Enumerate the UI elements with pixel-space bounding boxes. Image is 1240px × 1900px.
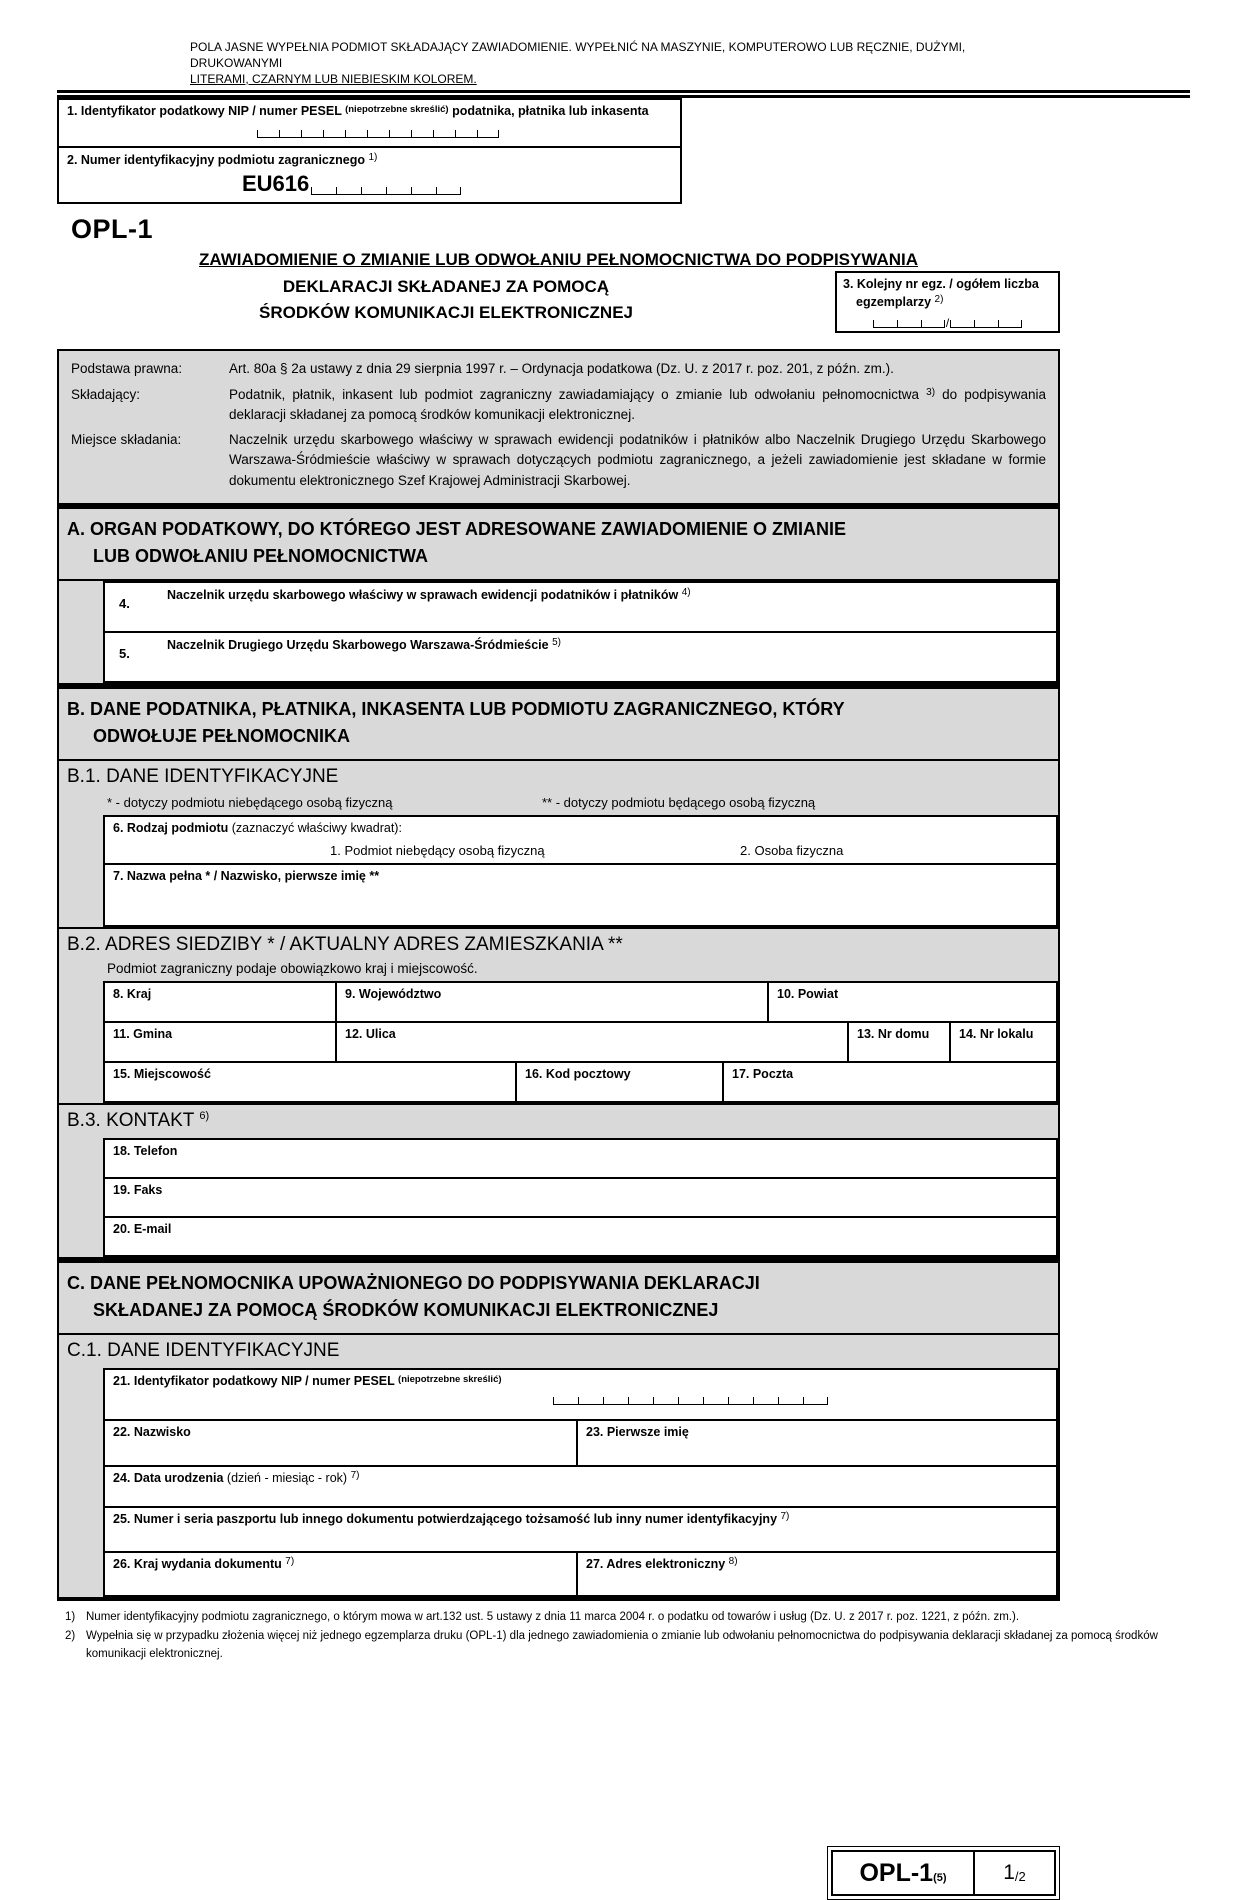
field-14-apartment-number[interactable]: 14. Nr lokalu (949, 1021, 1058, 1063)
section-b3-header (59, 1103, 1058, 1138)
field-22-surname[interactable]: 22. Nazwisko (103, 1419, 578, 1467)
section-b2-subtitle: Podmiot zagraniczny podaje obowiązkowo kraj i miejscowość. (59, 961, 1058, 981)
field-24-label: 24. Data urodzenia (dzień - miesiąc - rok) $^{7)}$ (113, 1469, 360, 1485)
section-b2-fields (59, 981, 1058, 1103)
field-20-email[interactable]: 20. E-mail (103, 1216, 1058, 1257)
section-c1-title: C.1. DANE IDENTYFIKACYJNE (67, 1339, 340, 1361)
section-b2-title: B.2. ADRES SIEDZIBY * / AKTUALNY ADRES ZAMIESZKANIA ** (67, 933, 623, 955)
section-c-header (59, 1260, 1058, 1335)
field-1-label: 1. Identyfikator podatkowy NIP / numer PESEL $^{(niepotrzebne skreślić)}$ podatnika, płatnika lub inkasenta (67, 104, 649, 119)
fill-instructions-line1: POLA JASNE WYPEŁNIA PODMIOT SKŁADAJĄCY ZAWIADOMIENIE. WYPEŁNIĆ NA MASZYNIE, KOMPUTEROWO LUB RĘCZNIE, DUŻYMI, DRUKOWANYMI (190, 40, 966, 70)
section-c1-header (59, 1335, 1058, 1368)
field-5-number: 5. (119, 645, 130, 661)
form-title-line3: ŚRODKÓW KOMUNIKACJI ELEKTRONICZNEJ (258, 303, 633, 323)
section-b2-header (59, 927, 1058, 962)
field-1-nip-pesel[interactable] (57, 98, 682, 148)
field-2-comb-input[interactable] (311, 187, 461, 195)
field-21-attorney-nip-pesel[interactable] (103, 1368, 1058, 1421)
note-single-star: * - dotyczy podmiotu niebędącego osobą fizyczną (107, 794, 393, 810)
field-7-full-name[interactable] (103, 863, 1058, 927)
legal-basis-desc: Art. 80a § 2a ustawy z dnia 29 sierpnia 1997 r. – Ordynacja podatkowa (Dz. U. z 2017 r. poz. 201, z późn. zm.). (229, 361, 894, 377)
section-b3-title: B.3. KONTAKT $^{6)}$ (67, 1110, 210, 1132)
top-double-rule (57, 90, 1190, 98)
field-2-foreign-id[interactable] (57, 146, 682, 204)
submitter-term: Składający: (71, 386, 141, 402)
field-6-label: 6. Rodzaj podmiotu (zaznaczyć właściwy kwadrat): (113, 820, 402, 835)
legal-info-box (59, 351, 1058, 503)
section-a-title-line2: LUB ODWOŁANIU PEŁNOMOCNICTWA (93, 545, 428, 566)
field-19-fax[interactable]: 19. Faks (103, 1177, 1058, 1218)
field-11-commune[interactable]: 11. Gmina (103, 1021, 337, 1063)
field-2-label: 2. Numer identyfikacyjny podmiotu zagranicznego $^{1)}$ (67, 152, 378, 168)
fill-instructions (190, 40, 1035, 87)
field-1-comb-input[interactable] (257, 130, 499, 138)
field-3-copy-number[interactable] (835, 271, 1060, 333)
field-5-label: Naczelnik Drugiego Urzędu Skarbowego Warszawa-Śródmieście $^{5)}$ (167, 636, 561, 652)
field-26-document-country[interactable]: 26. Kraj wydania dokumentu $^{7)}$ (103, 1551, 578, 1597)
field-3-comb-input[interactable] (843, 316, 1052, 331)
field-21-label: 21. Identyfikator podatkowy NIP / numer PESEL $^{(niepotrzebne skreślić)}$ (113, 1373, 502, 1388)
section-a-title-line1: A. ORGAN PODATKOWY, DO KTÓREGO JEST ADRESOWANE ZAWIADOMIENIE O ZMIANIE (67, 518, 847, 539)
section-b1-header (59, 761, 1058, 794)
field-9-voivodeship[interactable]: 9. Województwo (335, 981, 769, 1023)
field-27-electronic-address[interactable]: 27. Adres elektroniczny $^{8)}$ (576, 1551, 1058, 1597)
section-b-title-line2: ODWOŁUJE PEŁNOMOCNIKA (93, 725, 351, 746)
field-10-county[interactable]: 10. Powiat (767, 981, 1058, 1023)
footer-form-code: OPL-1 (5) (859, 1858, 947, 1887)
place-of-filing-term: Miejsce składania: (71, 432, 182, 448)
section-b-header (59, 686, 1058, 761)
field-8-country[interactable]: 8. Kraj (103, 981, 337, 1023)
field-3-separator: / (945, 316, 950, 331)
place-of-filing-desc: Naczelnik urzędu skarbowego właściwy w sprawach ewidencji podatników i płatników albo Naczelnik Drugiego Urzędu Skarbowego Warszawa-Śródmieście właściwy w sprawach dotyczących podmiotu zagranicznego, a jeżeli zawiadomienie jest składane w formie dokumentu elektronicznego Szef Krajowej Administracji Skarbowej. (229, 432, 1046, 488)
footnote-2: 2) Wypełnia się w przypadku złożenia więcej niż jednego egzemplarza druku (OPL-1) dla jednego zawiadomienia o zmianie lub odwołaniu pełnomocnictwa do podpisywania deklaracji składanej za pomocą środków komunikacji elektronicznej. (65, 1629, 1158, 1661)
section-b1-title: B.1. DANE IDENTYFIKACYJNE (67, 765, 339, 787)
field-24-birth-date[interactable] (103, 1465, 1058, 1508)
field-17-post-office[interactable]: 17. Poczta (722, 1061, 1058, 1103)
field-13-house-number[interactable]: 13. Nr domu (847, 1021, 951, 1063)
field-12-street[interactable]: 12. Ulica (335, 1021, 849, 1063)
field-25-passport-number[interactable] (103, 1506, 1058, 1553)
field-3-label: 3. Kolejny nr egz. / ogółem liczba egzemplarzy $^{2)}$ (843, 277, 1039, 310)
form-title-line1: ZAWIADOMIENIE O ZMIANIE LUB ODWOŁANIU PEŁNOMOCNICTWA DO PODPISYWANIA (198, 250, 919, 270)
field-7-label: 7. Nazwa pełna * / Nazwisko, pierwsze imię ** (113, 868, 380, 883)
section-b3-fields (59, 1138, 1058, 1257)
field-4-tax-office-option[interactable] (103, 581, 1058, 633)
section-c-title-line2: SKŁADANEJ ZA POMOCĄ ŚRODKÓW KOMUNIKACJI ELEKTRONICZNEJ (93, 1299, 719, 1320)
field-16-postal-code[interactable]: 16. Kod pocztowy (515, 1061, 724, 1103)
footnotes (65, 1608, 1190, 1665)
field-18-phone[interactable]: 18. Telefon (103, 1138, 1058, 1179)
field-5-warsaw-office-option[interactable] (103, 631, 1058, 683)
form-body (57, 349, 1060, 1600)
section-b-title-line1: B. DANE PODATNIKA, PŁATNIKA, INKASENTA LUB PODMIOTU ZAGRANICZNEGO, KTÓRY (67, 698, 845, 719)
section-a-fields (59, 581, 1058, 683)
form-code: OPL-1 (71, 214, 154, 245)
form-title-line2: DEKLARACJI SKŁADANEJ ZA POMOCĄ (282, 276, 610, 296)
form-title-block (57, 247, 1060, 347)
footer-form-code-box (827, 1846, 1060, 1900)
field-23-first-name[interactable]: 23. Pierwsze imię (576, 1419, 1058, 1467)
fill-instructions-line2: LITERAMI, CZARNYM LUB NIEBIESKIM KOLOREM. (190, 71, 477, 86)
section-b1-notes (59, 794, 1058, 815)
section-c-title-line1: C. DANE PEŁNOMOCNIKA UPOWAŻNIONEGO DO PODPISYWANIA DEKLARACJI (67, 1272, 760, 1293)
submitter-desc: Podatnik, płatnik, inkasent lub podmiot zagraniczny zawiadamiający o zmianie lub odwołaniu pełnomocnictwa $^{3)}$ do podpisywania deklaracji składanej za pomocą środków komunikacji elektronicznej. (229, 386, 1046, 422)
note-double-star: ** - dotyczy podmiotu będącego osobą fizyczną (542, 794, 816, 810)
section-c1-fields (59, 1368, 1058, 1597)
field-6-option-1[interactable]: 1. Podmiot niebędący osobą fizyczną (330, 842, 545, 858)
field-4-label: Naczelnik urzędu skarbowego właściwy w sprawach ewidencji podatników i płatników $^{4)}$ (167, 586, 691, 602)
field-25-label: 25. Numer i seria paszportu lub innego dokumentu potwierdzającego tożsamość lub inny numer identyfikacyjny $^{7)}$ (113, 1510, 790, 1526)
field-2-value[interactable]: EU616 (242, 171, 310, 197)
section-a-header (59, 506, 1058, 581)
field-4-number: 4. (119, 595, 130, 611)
legal-basis-term: Podstawa prawna: (71, 361, 183, 377)
field-6-entity-type[interactable] (103, 815, 1058, 865)
section-b1-fields (59, 815, 1058, 927)
field-21-comb-input[interactable] (553, 1397, 828, 1405)
footnote-1: 1) Numer identyfikacyjny podmiotu zagranicznego, o którym mowa w art.132 ust. 5 ustawy z dnia 11 marca 2004 r. o podatku od towarów i usług (Dz. U. z 2017 r. poz. 1221, z późn. zm.). (65, 1610, 1020, 1623)
field-15-city[interactable]: 15. Miejscowość (103, 1061, 517, 1103)
footer-page-number: 1 /2 (973, 1852, 1054, 1894)
field-6-option-2[interactable]: 2. Osoba fizyczna (740, 842, 844, 858)
